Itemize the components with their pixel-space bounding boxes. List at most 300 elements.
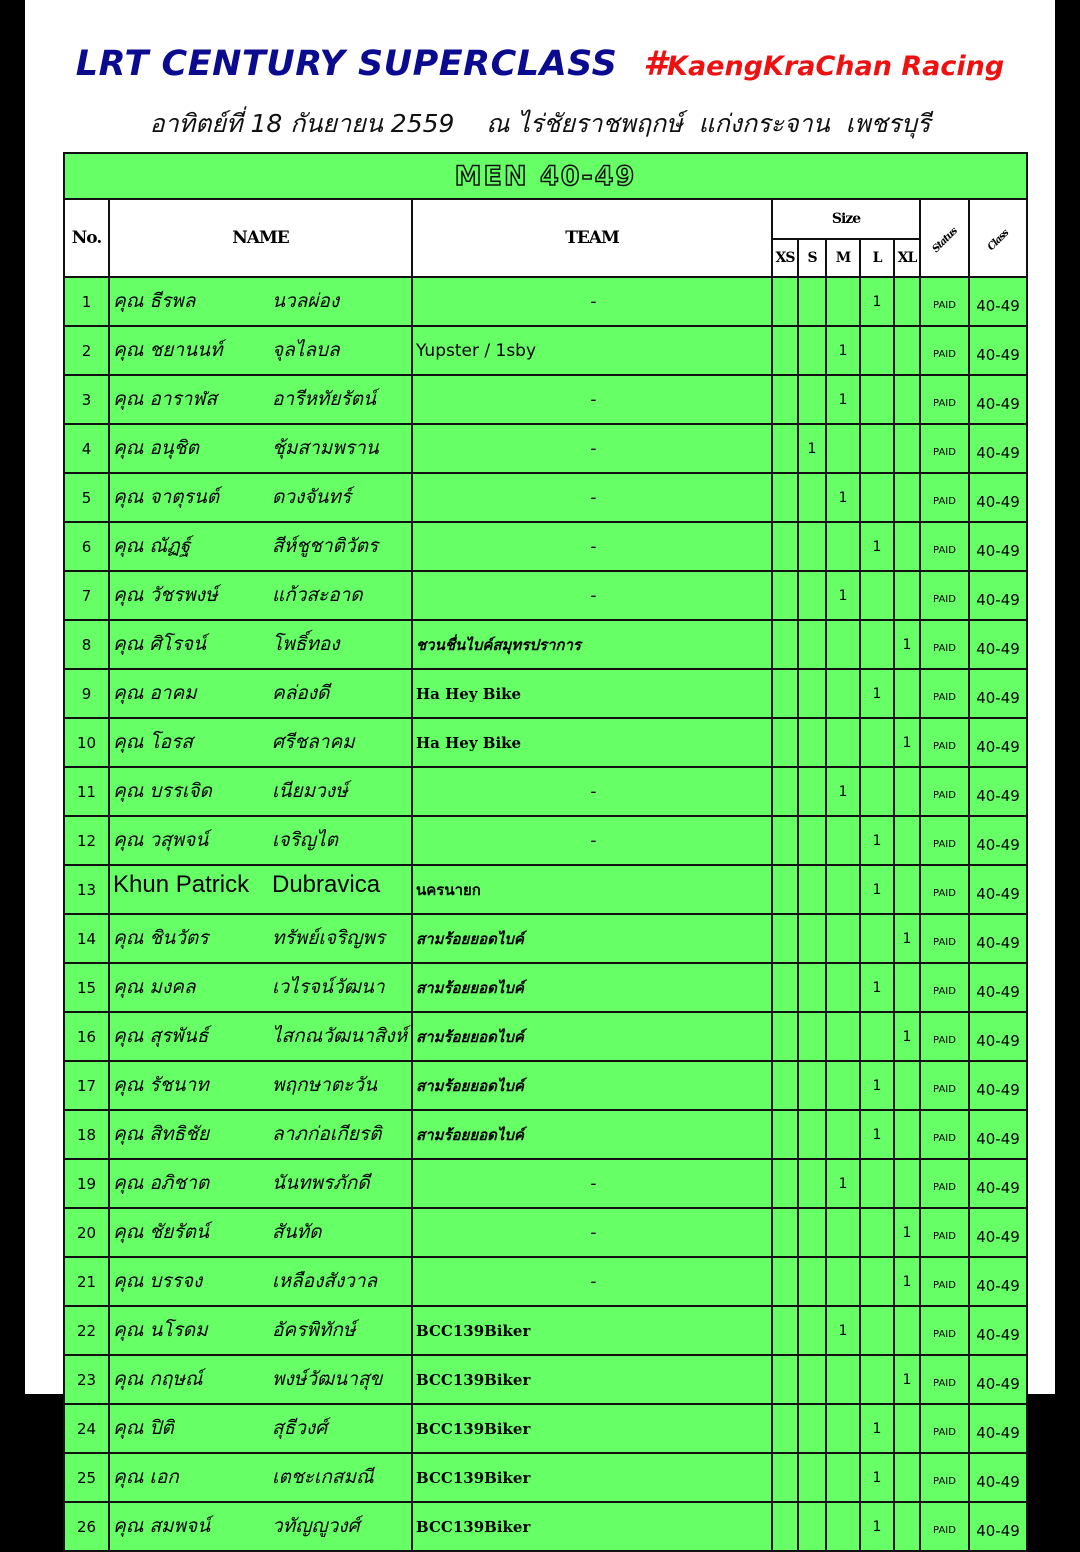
- table-row: [64, 865, 1027, 914]
- table-body: [64, 277, 1027, 1551]
- size-m-cell: [826, 1257, 860, 1306]
- size-s-cell: [798, 718, 826, 767]
- status-badge: PAID: [920, 326, 969, 375]
- table-row: [64, 571, 1027, 620]
- team-name: -: [412, 473, 772, 522]
- row-number: 20: [64, 1208, 109, 1257]
- table-row: [64, 1355, 1027, 1404]
- size-xs-cell: [772, 1159, 798, 1208]
- row-number: 19: [64, 1159, 109, 1208]
- table-row: [64, 1012, 1027, 1061]
- status-badge: PAID: [920, 1355, 969, 1404]
- table-row: [64, 718, 1027, 767]
- first-name: คุณ ชินวัตร: [113, 927, 209, 949]
- participant-name: [109, 571, 412, 620]
- size-xl-cell: [894, 1061, 920, 1110]
- team-name: Ha Hey Bike: [412, 669, 772, 718]
- size-l-cell: [860, 1012, 894, 1061]
- header-size-s: S: [798, 239, 826, 277]
- row-number: 18: [64, 1110, 109, 1159]
- size-xl-cell: [894, 1502, 920, 1551]
- participant-name: [109, 522, 412, 571]
- last-name: วทัญญูวงศ์: [272, 1515, 360, 1537]
- participant-name: [109, 1453, 412, 1502]
- size-s-cell: [798, 620, 826, 669]
- size-s-cell: [798, 767, 826, 816]
- last-name: ไสกณวัฒนาสิงห์: [272, 1025, 408, 1047]
- status-badge: PAID: [920, 767, 969, 816]
- first-name: คุณ กฤษณ์: [113, 1368, 203, 1390]
- last-name: โพธิ์ทอง: [272, 633, 340, 655]
- size-s-cell: [798, 816, 826, 865]
- last-name: สันทัด: [272, 1221, 322, 1243]
- participant-name: [109, 1404, 412, 1453]
- class-cell: 40-49: [969, 1404, 1027, 1453]
- participant-name: [109, 963, 412, 1012]
- size-m-cell: [826, 1453, 860, 1502]
- class-cell: 40-49: [969, 424, 1027, 473]
- status-badge: PAID: [920, 1453, 969, 1502]
- status-badge: PAID: [920, 914, 969, 963]
- size-xl-qty: 1: [894, 1257, 920, 1306]
- status-badge: PAID: [920, 375, 969, 424]
- size-xl-cell: [894, 669, 920, 718]
- row-number: 22: [64, 1306, 109, 1355]
- size-xl-qty: 1: [894, 914, 920, 963]
- team-name: -: [412, 375, 772, 424]
- team-name: Yupster / 1sby: [412, 326, 772, 375]
- table-row: [64, 424, 1027, 473]
- team-name: -: [412, 277, 772, 326]
- size-s-cell: [798, 865, 826, 914]
- first-name: คุณ นโรดม: [113, 1319, 208, 1341]
- event-title: LRT CENTURY SUPERCLASS: [75, 44, 618, 84]
- size-l-qty: 1: [860, 1453, 894, 1502]
- status-badge: PAID: [920, 1257, 969, 1306]
- class-cell: 40-49: [969, 1453, 1027, 1502]
- size-xl-cell: [894, 1159, 920, 1208]
- size-m-cell: [826, 865, 860, 914]
- size-l-cell: [860, 914, 894, 963]
- size-l-cell: [860, 1355, 894, 1404]
- size-s-cell: [798, 963, 826, 1012]
- team-name: นครนายก: [412, 865, 772, 914]
- size-xs-cell: [772, 522, 798, 571]
- status-badge: PAID: [920, 571, 969, 620]
- table-row: [64, 1110, 1027, 1159]
- header-no: No.: [64, 199, 109, 277]
- size-l-qty: 1: [860, 522, 894, 571]
- last-name: พงษ์วัฒนาสุข: [272, 1368, 383, 1390]
- size-s-cell: [798, 1306, 826, 1355]
- class-cell: 40-49: [969, 522, 1027, 571]
- team-name: -: [412, 1159, 772, 1208]
- class-cell: 40-49: [969, 326, 1027, 375]
- participant-name: [109, 1061, 412, 1110]
- first-name: คุณ รัชนาท: [113, 1074, 209, 1096]
- size-xs-cell: [772, 571, 798, 620]
- team-name: BCC139Biker: [412, 1453, 772, 1502]
- size-xl-cell: [894, 277, 920, 326]
- size-xs-cell: [772, 767, 798, 816]
- last-name: ศรีชลาคม: [272, 731, 355, 753]
- class-cell: 40-49: [969, 1012, 1027, 1061]
- last-name: Dubravica: [272, 871, 381, 898]
- first-name: คุณ ชัยรัตน์: [113, 1221, 209, 1243]
- last-name: พฤกษาตะวัน: [272, 1074, 377, 1096]
- first-name: คุณ สมพจน์: [113, 1515, 211, 1537]
- participant-name: [109, 816, 412, 865]
- size-m-qty: 1: [826, 473, 860, 522]
- size-xl-qty: 1: [894, 620, 920, 669]
- first-name: คุณ อภิชาต: [113, 1172, 210, 1194]
- first-name: คุณ เอก: [113, 1466, 179, 1488]
- size-l-cell: [860, 473, 894, 522]
- size-l-qty: 1: [860, 865, 894, 914]
- first-name: คุณ วสุพจน์: [113, 829, 209, 851]
- table-row: [64, 767, 1027, 816]
- participant-name: [109, 718, 412, 767]
- class-cell: 40-49: [969, 1355, 1027, 1404]
- size-m-cell: [826, 620, 860, 669]
- last-name: เตชะเกสมณี: [272, 1466, 374, 1488]
- size-s-cell: [798, 277, 826, 326]
- table-row: [64, 375, 1027, 424]
- row-number: 15: [64, 963, 109, 1012]
- participant-name: [109, 1208, 412, 1257]
- row-number: 14: [64, 914, 109, 963]
- size-l-cell: [860, 424, 894, 473]
- participant-name: [109, 375, 412, 424]
- table-row: [64, 1306, 1027, 1355]
- header-size: Size: [772, 199, 920, 239]
- class-cell: 40-49: [969, 1110, 1027, 1159]
- size-s-cell: [798, 1110, 826, 1159]
- team-name: สามร้อยยอดไบค์: [412, 914, 772, 963]
- last-name: คล่องดี: [272, 682, 330, 704]
- first-name: คุณ สิทธิชัย: [113, 1123, 210, 1145]
- size-m-qty: 1: [826, 326, 860, 375]
- size-xl-qty: 1: [894, 1208, 920, 1257]
- first-name: คุณ อาคม: [113, 682, 197, 704]
- size-xl-qty: 1: [894, 1355, 920, 1404]
- row-number: 2: [64, 326, 109, 375]
- participant-name: [109, 424, 412, 473]
- size-xs-cell: [772, 1404, 798, 1453]
- size-m-cell: [826, 1404, 860, 1453]
- size-s-cell: [798, 1061, 826, 1110]
- participant-table: [63, 152, 1028, 1552]
- first-name: คุณ อนุชิต: [113, 437, 200, 459]
- size-xl-qty: 1: [894, 1012, 920, 1061]
- header-status-label: Status: [930, 226, 959, 255]
- size-xl-qty: 1: [894, 718, 920, 767]
- table-row: [64, 522, 1027, 571]
- status-badge: PAID: [920, 473, 969, 522]
- team-name: BCC139Biker: [412, 1306, 772, 1355]
- status-badge: PAID: [920, 963, 969, 1012]
- size-xl-cell: [894, 816, 920, 865]
- size-xs-cell: [772, 718, 798, 767]
- size-l-qty: 1: [860, 1110, 894, 1159]
- status-badge: PAID: [920, 1110, 969, 1159]
- size-m-cell: [826, 669, 860, 718]
- row-number: 13: [64, 865, 109, 914]
- size-xl-cell: [894, 767, 920, 816]
- last-name: เวไรจน์วัฒนา: [272, 976, 385, 998]
- size-l-qty: 1: [860, 1502, 894, 1551]
- status-badge: PAID: [920, 816, 969, 865]
- size-m-cell: [826, 1061, 860, 1110]
- size-xl-cell: [894, 1453, 920, 1502]
- header-size-xl: XL: [894, 239, 920, 277]
- participant-name: [109, 1355, 412, 1404]
- table-row: [64, 1159, 1027, 1208]
- size-xs-cell: [772, 1453, 798, 1502]
- table-row: [64, 816, 1027, 865]
- size-l-qty: 1: [860, 816, 894, 865]
- status-badge: PAID: [920, 718, 969, 767]
- row-number: 21: [64, 1257, 109, 1306]
- team-name: -: [412, 571, 772, 620]
- class-cell: 40-49: [969, 1502, 1027, 1551]
- size-xl-cell: [894, 963, 920, 1012]
- size-xs-cell: [772, 375, 798, 424]
- class-cell: 40-49: [969, 1208, 1027, 1257]
- size-xl-cell: [894, 424, 920, 473]
- first-name: คุณ บรรจง: [113, 1270, 203, 1292]
- team-name: -: [412, 767, 772, 816]
- size-xs-cell: [772, 1061, 798, 1110]
- status-badge: PAID: [920, 424, 969, 473]
- class-cell: 40-49: [969, 375, 1027, 424]
- last-name: ชุ้มสามพราน: [272, 437, 379, 459]
- participant-name: [109, 1306, 412, 1355]
- size-s-cell: [798, 1404, 826, 1453]
- size-l-qty: 1: [860, 669, 894, 718]
- size-xs-cell: [772, 1208, 798, 1257]
- size-xl-cell: [894, 522, 920, 571]
- size-s-cell: [798, 522, 826, 571]
- class-cell: 40-49: [969, 669, 1027, 718]
- table-row: [64, 963, 1027, 1012]
- first-name: คุณ บรรเจิด: [113, 780, 212, 802]
- class-cell: 40-49: [969, 620, 1027, 669]
- size-xl-cell: [894, 1306, 920, 1355]
- class-cell: 40-49: [969, 865, 1027, 914]
- participant-name: [109, 473, 412, 522]
- table-row: [64, 326, 1027, 375]
- size-xl-cell: [894, 865, 920, 914]
- status-badge: PAID: [920, 669, 969, 718]
- row-number: 16: [64, 1012, 109, 1061]
- class-cell: 40-49: [969, 1306, 1027, 1355]
- participant-name: [109, 1257, 412, 1306]
- size-xl-cell: [894, 1404, 920, 1453]
- status-badge: PAID: [920, 1208, 969, 1257]
- size-xs-cell: [772, 963, 798, 1012]
- first-name: คุณ โอรส: [113, 731, 193, 753]
- size-l-qty: 1: [860, 963, 894, 1012]
- size-m-cell: [826, 718, 860, 767]
- table-row: [64, 1502, 1027, 1551]
- size-l-qty: 1: [860, 1061, 894, 1110]
- size-s-cell: [798, 326, 826, 375]
- first-name: คุณ ปิติ: [113, 1417, 174, 1439]
- status-badge: PAID: [920, 1061, 969, 1110]
- size-s-cell: [798, 1502, 826, 1551]
- last-name: แก้วสะอาด: [272, 584, 363, 606]
- table-row: [64, 473, 1027, 522]
- first-name: คุณ ศิโรจน์: [113, 633, 206, 655]
- size-xl-cell: [894, 571, 920, 620]
- header-status: [920, 199, 969, 277]
- first-name: คุณ ธีรพล: [113, 290, 196, 312]
- size-m-cell: [826, 1355, 860, 1404]
- row-number: 1: [64, 277, 109, 326]
- row-number: 11: [64, 767, 109, 816]
- size-m-cell: [826, 424, 860, 473]
- row-number: 12: [64, 816, 109, 865]
- row-number: 23: [64, 1355, 109, 1404]
- team-name: -: [412, 522, 772, 571]
- row-number: 6: [64, 522, 109, 571]
- first-name: Khun Patrick: [113, 871, 250, 898]
- size-xs-cell: [772, 816, 798, 865]
- last-name: สุธีวงศ์: [272, 1417, 328, 1439]
- table-row: [64, 1404, 1027, 1453]
- header-size-m: M: [826, 239, 860, 277]
- first-name: คุณ ชยานนท์: [113, 339, 223, 361]
- size-xs-cell: [772, 1306, 798, 1355]
- size-xs-cell: [772, 473, 798, 522]
- class-cell: 40-49: [969, 718, 1027, 767]
- size-m-qty: 1: [826, 571, 860, 620]
- team-name: Ha Hey Bike: [412, 718, 772, 767]
- size-xs-cell: [772, 865, 798, 914]
- participant-name: [109, 767, 412, 816]
- row-number: 5: [64, 473, 109, 522]
- participant-name: [109, 277, 412, 326]
- size-s-cell: [798, 1453, 826, 1502]
- last-name: ลาภก่อเกียรติ: [272, 1123, 382, 1145]
- class-cell: 40-49: [969, 816, 1027, 865]
- header-class-label: Class: [985, 227, 1011, 254]
- event-date-location: อาทิตย์ที่ 18 กันยายน 2559 ณ ไร่ชัยราชพฤกษ์ แก่งกระจาน เพชรบุรี: [149, 109, 931, 138]
- size-l-cell: [860, 375, 894, 424]
- last-name: เหลืองสังวาล: [272, 1270, 378, 1292]
- size-s-cell: [798, 375, 826, 424]
- size-l-cell: [860, 1257, 894, 1306]
- last-name: นวลผ่อง: [272, 290, 340, 312]
- status-badge: PAID: [920, 1012, 969, 1061]
- size-xl-cell: [894, 375, 920, 424]
- size-xs-cell: [772, 1355, 798, 1404]
- row-number: 26: [64, 1502, 109, 1551]
- last-name: เจริญไต: [272, 829, 338, 851]
- first-name: คุณ ณัฏฐ์: [113, 535, 191, 557]
- first-name: คุณ มงคล: [113, 976, 196, 998]
- size-l-qty: 1: [860, 1404, 894, 1453]
- size-xs-cell: [772, 1110, 798, 1159]
- size-s-cell: [798, 1208, 826, 1257]
- size-l-cell: [860, 620, 894, 669]
- size-l-cell: [860, 1159, 894, 1208]
- size-xs-cell: [772, 620, 798, 669]
- row-number: 7: [64, 571, 109, 620]
- size-m-cell: [826, 816, 860, 865]
- size-xl-cell: [894, 473, 920, 522]
- participant-name: [109, 620, 412, 669]
- size-l-cell: [860, 1208, 894, 1257]
- size-xs-cell: [772, 669, 798, 718]
- size-m-qty: 1: [826, 1159, 860, 1208]
- size-s-cell: [798, 571, 826, 620]
- status-badge: PAID: [920, 522, 969, 571]
- table-row: [64, 277, 1027, 326]
- class-cell: 40-49: [969, 1061, 1027, 1110]
- status-badge: PAID: [920, 865, 969, 914]
- status-badge: PAID: [920, 1159, 969, 1208]
- document-title: [0, 44, 1080, 84]
- size-xl-cell: [894, 326, 920, 375]
- class-cell: 40-49: [969, 1159, 1027, 1208]
- header-size-xs: XS: [772, 239, 798, 277]
- first-name: คุณ วัชรพงษ์: [113, 584, 218, 606]
- size-m-qty: 1: [826, 767, 860, 816]
- size-m-cell: [826, 914, 860, 963]
- first-name: คุณ จาตุรนต์: [113, 486, 220, 508]
- header-name: NAME: [109, 199, 412, 277]
- size-xs-cell: [772, 1012, 798, 1061]
- size-l-cell: [860, 718, 894, 767]
- row-number: 17: [64, 1061, 109, 1110]
- size-l-cell: [860, 326, 894, 375]
- size-xs-cell: [772, 277, 798, 326]
- participant-name: [109, 1110, 412, 1159]
- header-class: [969, 199, 1027, 277]
- size-m-qty: 1: [826, 1306, 860, 1355]
- class-cell: 40-49: [969, 1257, 1027, 1306]
- size-m-cell: [826, 963, 860, 1012]
- size-l-cell: [860, 1306, 894, 1355]
- team-name: BCC139Biker: [412, 1502, 772, 1551]
- participant-name: [109, 1502, 412, 1551]
- row-number: 25: [64, 1453, 109, 1502]
- participant-name: [109, 865, 412, 914]
- participant-name: [109, 1159, 412, 1208]
- size-m-cell: [826, 1012, 860, 1061]
- class-cell: 40-49: [969, 277, 1027, 326]
- size-l-qty: 1: [860, 277, 894, 326]
- size-xl-cell: [894, 1110, 920, 1159]
- last-name: ทรัพย์เจริญพร: [272, 927, 386, 949]
- participant-name: [109, 326, 412, 375]
- first-name: คุณ อาราฬส: [113, 388, 217, 410]
- size-xs-cell: [772, 1257, 798, 1306]
- row-number: 9: [64, 669, 109, 718]
- table-row: [64, 1061, 1027, 1110]
- first-name: คุณ สุรพันธ์: [113, 1025, 209, 1047]
- status-badge: PAID: [920, 1306, 969, 1355]
- last-name: อารีหทัยรัตน์: [272, 388, 376, 410]
- row-number: 24: [64, 1404, 109, 1453]
- table-row: [64, 1453, 1027, 1502]
- size-s-cell: [798, 1355, 826, 1404]
- table-row: [64, 1208, 1027, 1257]
- team-name: BCC139Biker: [412, 1355, 772, 1404]
- team-name: -: [412, 816, 772, 865]
